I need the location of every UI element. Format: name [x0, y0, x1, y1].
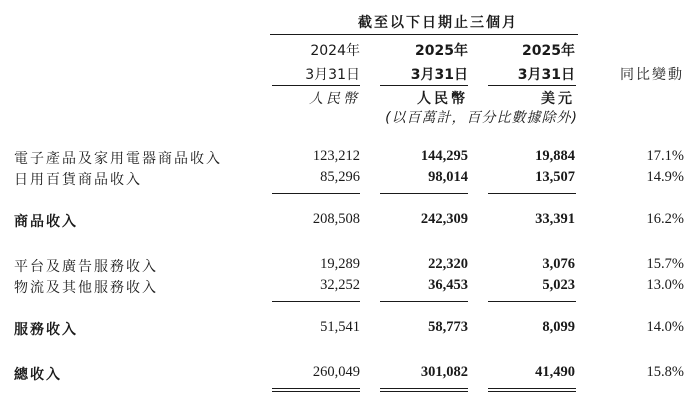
cell-2024: 51,541 — [320, 319, 360, 335]
subtotal-rule — [488, 301, 576, 302]
cell-change: 17.1% — [646, 148, 684, 164]
subtotal-rule — [488, 193, 576, 194]
cell-change: 15.8% — [646, 364, 684, 380]
row-label-subtotal: 商品收入 — [14, 214, 78, 230]
cell-change: 14.9% — [646, 169, 684, 185]
cell-2025-usd: 33,391 — [535, 211, 575, 227]
col1-date: 3月31日 — [305, 67, 360, 83]
subtotal-rule — [380, 193, 468, 194]
row-label-total: 總收入 — [14, 367, 62, 383]
total-double-rule — [380, 391, 468, 392]
cell-2025-rmb: 22,320 — [428, 256, 468, 272]
cell-2024: 19,289 — [320, 256, 360, 272]
total-double-rule — [272, 391, 360, 392]
cell-2025-usd: 5,023 — [542, 277, 575, 293]
col3-date-rule — [488, 85, 576, 86]
cell-2024: 208,508 — [312, 211, 360, 227]
row-label: 物流及其他服務收入 — [14, 280, 158, 296]
cell-2025-rmb: 58,773 — [428, 319, 468, 335]
col3-year: 2025年 — [522, 43, 575, 59]
period-header: 截至以下日期止三個月 — [358, 15, 518, 31]
subtotal-rule — [272, 193, 360, 194]
total-double-rule — [380, 388, 468, 389]
col1-currency: 人民幣 — [309, 91, 360, 107]
cell-2025-rmb: 242,309 — [420, 211, 468, 227]
col3-currency: 美元 — [541, 91, 575, 107]
col2-date-rule — [380, 85, 468, 86]
subtotal-rule — [380, 301, 468, 302]
cell-2025-rmb: 301,082 — [420, 364, 468, 380]
cell-2024: 32,252 — [320, 277, 360, 293]
cell-2025-rmb: 36,453 — [428, 277, 468, 293]
cell-2025-usd: 19,884 — [535, 148, 575, 164]
cell-2025-usd: 41,490 — [535, 364, 575, 380]
col1-date-rule — [272, 85, 360, 86]
cell-2025-rmb: 144,295 — [420, 148, 468, 164]
cell-change: 13.0% — [646, 277, 684, 293]
row-label: 日用百貨商品收入 — [14, 172, 142, 188]
row-label: 電子產品及家用電器商品收入 — [14, 151, 222, 167]
col2-currency: 人民幣 — [417, 91, 468, 107]
change-header: 同比變動 — [620, 67, 684, 83]
cell-2025-usd: 8,099 — [542, 319, 575, 335]
subtotal-rule — [272, 301, 360, 302]
period-rule — [270, 34, 578, 35]
col2-year: 2025年 — [415, 43, 468, 59]
cell-change: 14.0% — [646, 319, 684, 335]
total-double-rule — [488, 391, 576, 392]
col1-year: 2024年 — [310, 43, 360, 59]
row-label: 平台及廣告服務收入 — [14, 259, 158, 275]
cell-change: 16.2% — [646, 211, 684, 227]
total-double-rule — [272, 388, 360, 389]
cell-2024: 260,049 — [312, 364, 360, 380]
total-double-rule — [488, 388, 576, 389]
cell-2025-usd: 13,507 — [535, 169, 575, 185]
col3-date: 3月31日 — [517, 67, 575, 83]
cell-2025-usd: 3,076 — [542, 256, 575, 272]
cell-2024: 123,212 — [312, 148, 360, 164]
unit-note: (以百萬計，百分比數據除外) — [385, 110, 578, 126]
cell-2024: 85,296 — [320, 169, 360, 185]
cell-2025-rmb: 98,014 — [428, 169, 468, 185]
cell-change: 15.7% — [646, 256, 684, 272]
row-label-subtotal: 服務收入 — [14, 322, 78, 338]
col2-date: 3月31日 — [410, 67, 468, 83]
